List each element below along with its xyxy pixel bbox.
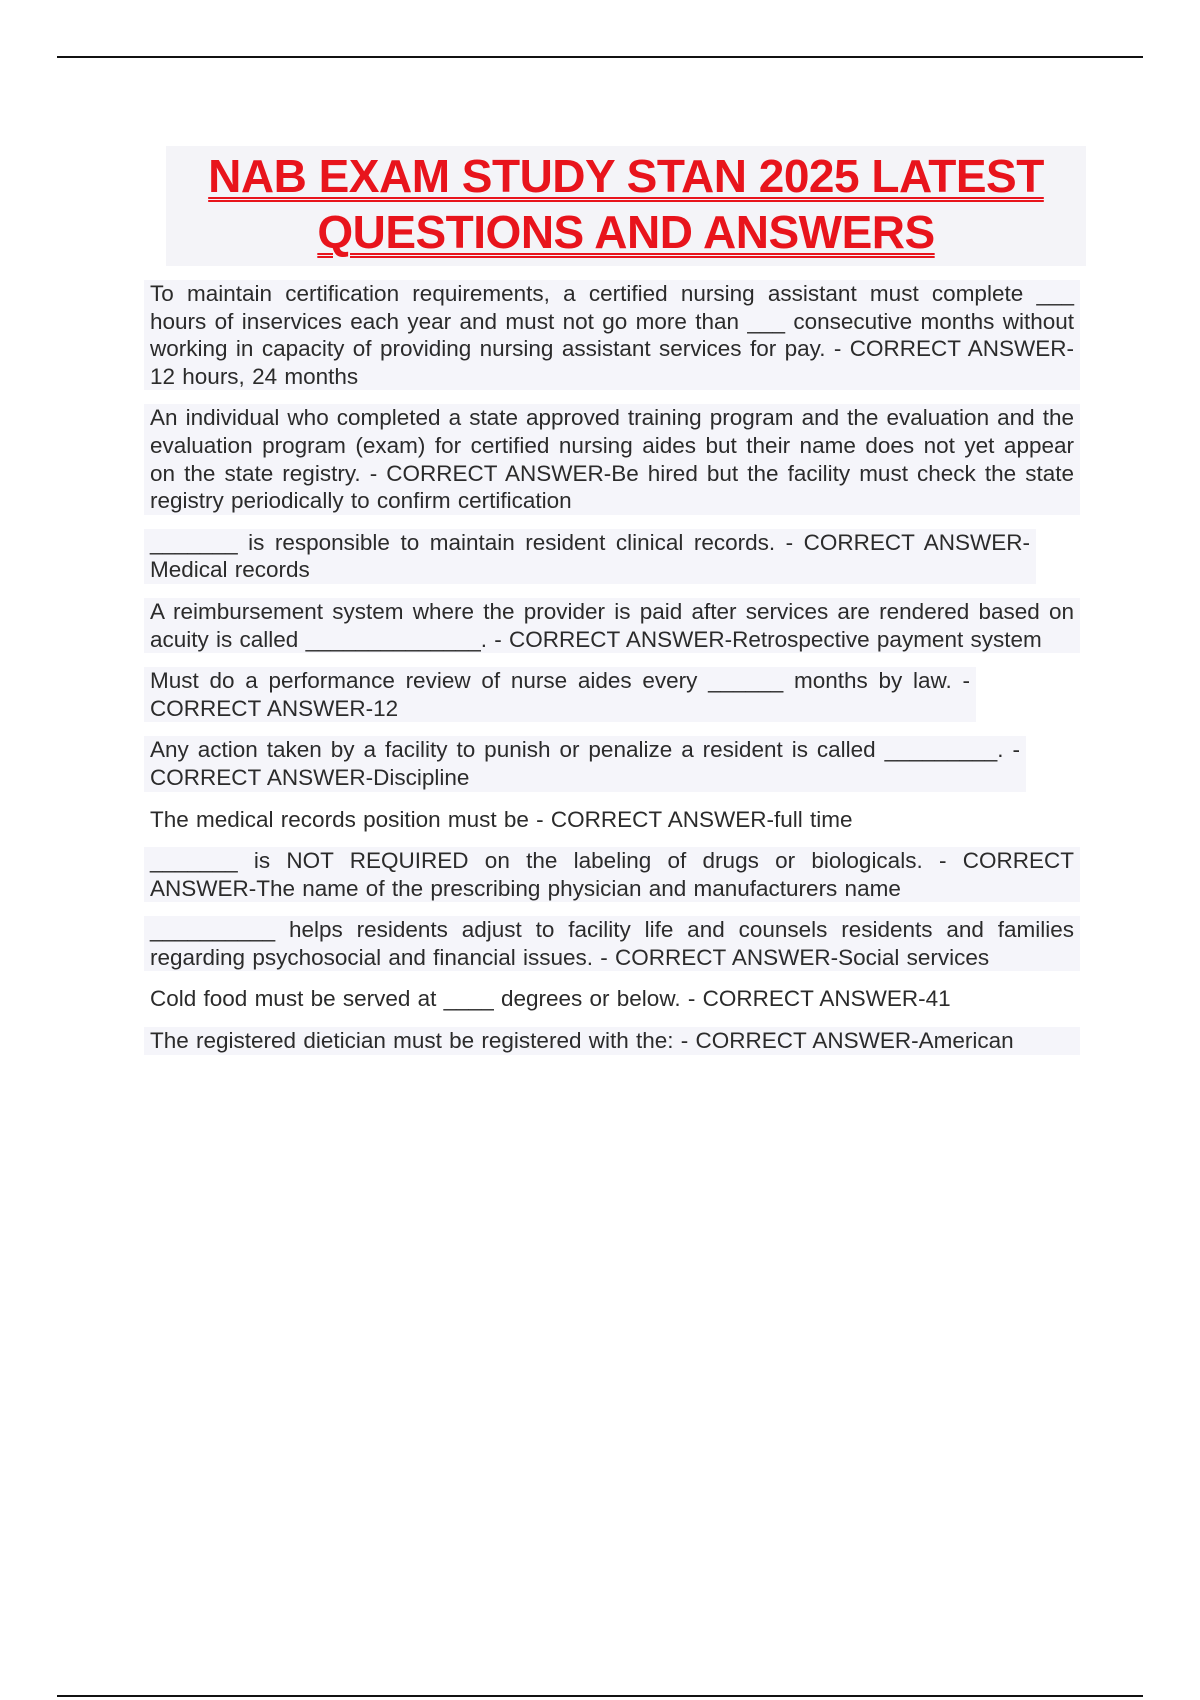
qa-item-5: Must do a performance review of nurse aides every ______ months by law. - CORRECT ANSWER-12 [144,667,976,722]
qa-item-4: A reimbursement system where the provider is paid after services are rendered based on acuity is called ______________. - CORRECT ANSWER-Retrospective payment system [144,598,1080,653]
qa-list [144,280,1080,1069]
bottom-rule [57,1695,1143,1697]
top-rule [57,56,1143,58]
qa-item-1: To maintain certification requirements, a certified nursing assistant must complete ___ hours of inservices each year and must not go more than ___ consecutive months without working in capacity of providing nursing assistant services for pay. - CORRECT ANSWER-12 hours, 24 months [144,280,1080,390]
qa-item-9: __________ helps residents adjust to facility life and counsels residents and families regarding psychosocial and financial issues. - CORRECT ANSWER-Social services [144,916,1080,971]
qa-item-3: _______ is responsible to maintain resident clinical records. - CORRECT ANSWER-Medical records [144,529,1036,584]
title-line-1: NAB EXAM STUDY STAN 2025 LATEST [208,150,1044,202]
qa-item-10: Cold food must be served at ____ degrees or below. - CORRECT ANSWER-41 [150,986,951,1012]
qa-item-6: Any action taken by a facility to punish or penalize a resident is called _________. - CORRECT ANSWER-Discipline [144,736,1026,791]
qa-item-11: The registered dietician must be registered with the: - CORRECT ANSWER-American [144,1027,1080,1055]
qa-item-8: _______ is NOT REQUIRED on the labeling of drugs or biologicals. - CORRECT ANSWER-The name of the prescribing physician and manufacturers name [144,847,1080,902]
title-line-2: QUESTIONS AND ANSWERS [317,206,935,258]
page-title [166,146,1086,266]
qa-item-7: The medical records position must be - CORRECT ANSWER-full time [150,806,853,832]
qa-item-2: An individual who completed a state approved training program and the evaluation and the evaluation program (exam) for certified nursing aides but their name does not yet appear on the state registry. - CORRECT ANSWER-Be hired but the facility must check the state registry periodically to confirm certification [144,404,1080,514]
